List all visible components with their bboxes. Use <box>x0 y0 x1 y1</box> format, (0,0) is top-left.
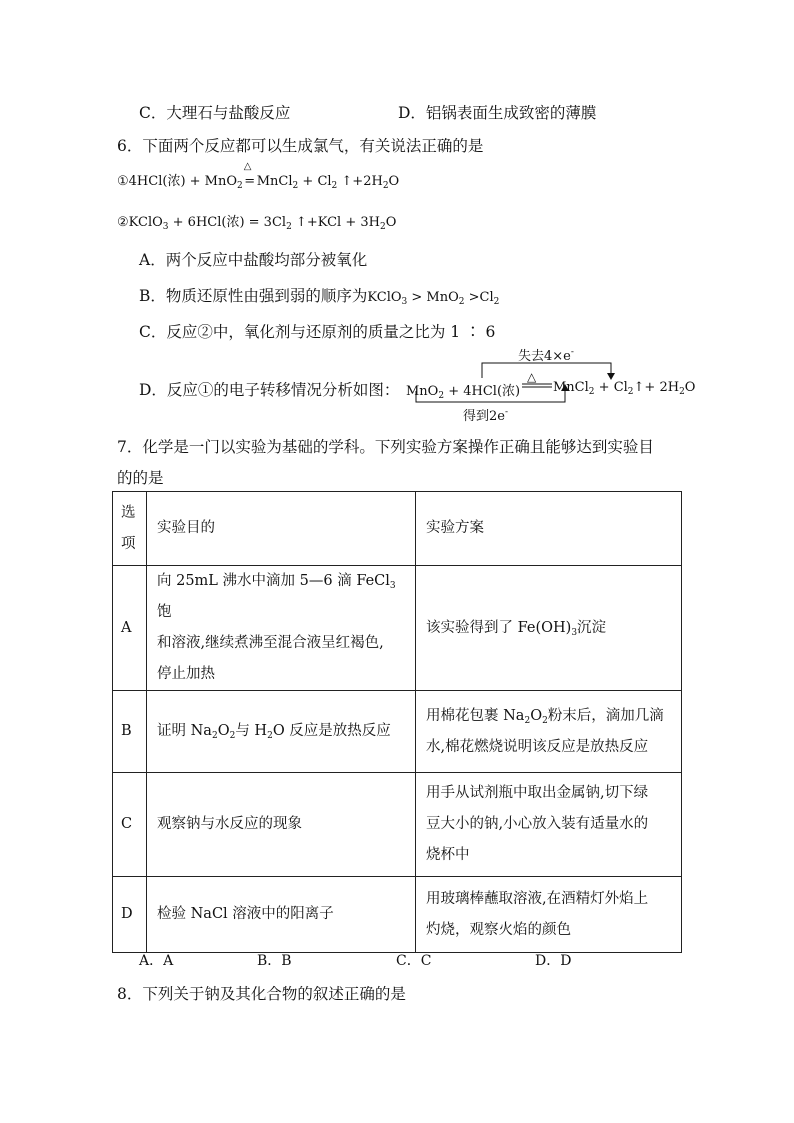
table-row <box>113 877 682 953</box>
row-purpose: 向 25mL 沸水中滴加 5—6 滴 FeCl$_3$ 饱 和溶液,继续煮沸至混合液呈红褐色, 停止加热 <box>147 566 416 691</box>
header-option: 选 项 <box>113 492 147 566</box>
header-purpose: 实验目的 <box>147 492 416 566</box>
q6-reaction-1: ①4HCl(浓) + MnO$_2$ △ = MnCl$_2$ + $Cl_2$ $↑+2H_2O$ <box>117 161 400 191</box>
q7-option-c: C．C <box>396 953 432 969</box>
lose-electrons-label: 失去4×e- <box>518 347 574 364</box>
diagram-reactants: MnO$_2$ + 4HCl(浓) <box>406 384 521 401</box>
gain-electrons-label: 得到2e- <box>463 407 509 424</box>
table-row <box>113 773 682 877</box>
q7-option-b: B．B <box>257 953 292 969</box>
row-purpose: 检验 NaCl 溶液中的阳离子 <box>147 877 416 953</box>
row-plan: 用棉花包裹 $Na_2O_2$粉末后，滴加几滴 水,棉花燃烧说明该反应是放热反应 <box>416 691 682 773</box>
table-header-row <box>113 492 682 566</box>
q5-option-d: D．铝锅表面生成致密的薄膜 <box>398 104 597 122</box>
header-plan: 实验方案 <box>416 492 682 566</box>
row-plan: 用手从试剂瓶中取出金属钠,切下绿 豆大小的钠,小心放入装有适量水的 烧杯中 <box>416 773 682 877</box>
row-option-label: B <box>113 691 147 773</box>
table-row <box>113 691 682 773</box>
q8-stem: 8．下列关于钠及其化合物的叙述正确的是 <box>117 985 406 1003</box>
row-plan: 该实验得到了 $Fe(OH)_3$沉淀 <box>416 566 682 691</box>
q7-stem-line2: 的的是 <box>117 469 164 487</box>
q5-option-c: C．大理石与盐酸反应 <box>139 104 291 122</box>
table-row <box>113 566 682 691</box>
q7-stem-line1: 7．化学是一门以实验为基础的学科。下列实验方案操作正确且能够达到实验目 <box>117 438 654 456</box>
row-option-label: A <box>113 566 147 691</box>
row-plan: 用玻璃棒蘸取溶液,在酒精灯外焰上 灼烧，观察火焰的颜色 <box>416 877 682 953</box>
q6-option-d: D．反应①的电子转移情况分析如图： <box>139 381 400 399</box>
q6-option-a: A．两个反应中盐酸均部分被氧化 <box>139 251 368 269</box>
q6-stem: 6．下面两个反应都可以生成氯气，有关说法正确的是 <box>117 137 484 155</box>
heat-condition: △ <box>527 370 537 384</box>
q7-option-d: D．D <box>535 953 572 969</box>
q6-reaction-2: ②KClO$_3$ + 6HCl(浓) = $3Cl_2$ ↑+KCl + $3H_2O$ <box>117 215 397 232</box>
q7-option-a: A．A <box>139 953 174 969</box>
diagram-products: MnCl$_2$ + $Cl_2↑+ 2H_2O$ <box>553 380 696 397</box>
row-purpose: 观察钠与水反应的现象 <box>147 773 416 877</box>
q6-option-b: B．物质还原性由强到弱的顺序为KClO$_3$ > $MnO_2 >Cl_2$ <box>139 287 500 307</box>
row-option-label: D <box>113 877 147 953</box>
row-option-label: C <box>113 773 147 877</box>
q6-option-c: C．反应②中，氧化剂与还原剂的质量之比为 1 ∶ 6 <box>139 323 496 341</box>
row-purpose: 证明 $Na_2O_2$与 $H_2O$ 反应是放热反应 <box>147 691 416 773</box>
experiment-table <box>112 491 682 953</box>
